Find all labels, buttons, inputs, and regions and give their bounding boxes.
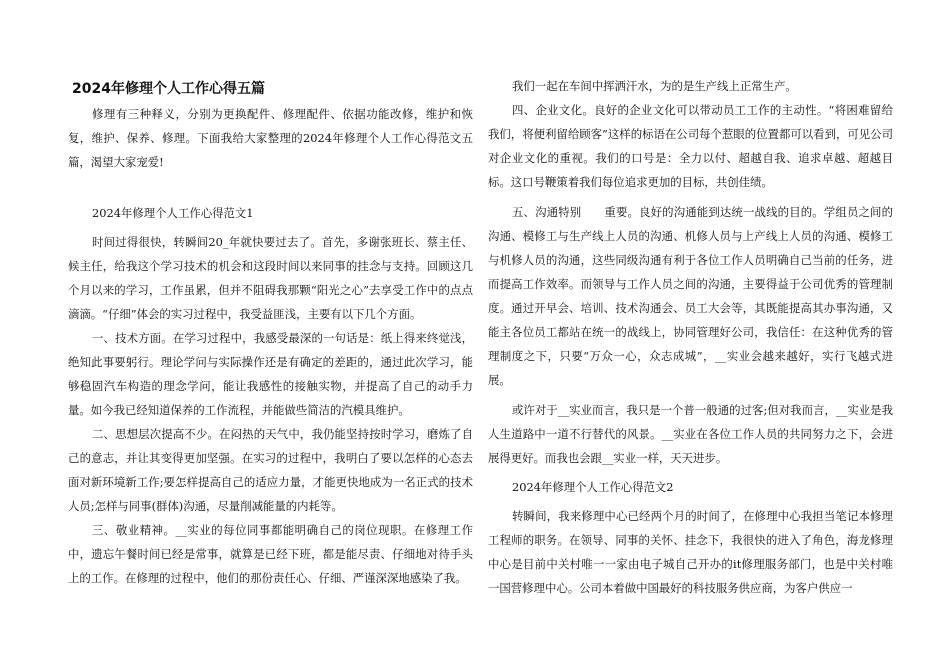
r-paragraph-3: 五、沟通特别 重要。良好的沟通能到达统一战线的目的。学组员之间的沟通、模修工与生产线上人员的沟通、机修人员与上产线上人员的沟通、模修工与机修人员的沟通，这些同级沟通有利于各位工作人员明确自己当前的任务，进而提高工作效率。而领导与工作人员之间的沟通，主要得益于公司优秀的管理制度。通过开早会、培训、技术沟通会、员工大会等，其既能提高其办事沟通，又能主各位员工都站在统一的战线上，协同管理好公司，我信任：在这种优秀的管理制度之下，只要“万众一心，众志成城”，__实业会越来越好，实行飞越式进展。 (488, 205, 893, 387)
r-paragraph-4: 或许对于__实业而言，我只是一个普一般通的过客;但对我而言，__实业是我人生道路中一道不行替代的风景。__实业在各位工作人员的共同努力之下，会进展得更好。而我也会跟__实业一样，天天进步。 (488, 403, 893, 465)
s1-paragraph-3: 二、思想层次提高不少。在闷热的天气中，我仍能坚持按时学习，磨炼了自己的意志，并让其变得更加坚强。在实习的过程中，我明白了要以怎样的心态去面对新环境新工作;要怎样提高自己的适应力量，才能更快地成为一名正式的技术人员;怎样与同事(群体)沟通，尽量削减能量的内耗等。 (68, 427, 473, 513)
section-1-title: 2024年修理个人工作心得范文1 (92, 206, 254, 220)
s2-paragraph-1: 转瞬间，我来修理中心已经两个月的时间了，在修理中心我担当笔记本修理工程师的职务。在领导、同事的关怀、挂念下，我很快的进入了角色，海龙修理中心是目前中关村唯一一家由电子城自己开办的it修理服务部门，也是中关村唯一国营修理中心。公司本着做中国最好的科技服务供应商，为客户供应一 (488, 509, 893, 595)
document-title: 2024年修理个人工作心得五篇 (72, 81, 265, 97)
left-column (68, 70, 473, 590)
right-column (488, 74, 893, 600)
r-paragraph-1: 我们一起在车间中挥洒汗水，为的是生产线上正常生产。 (512, 79, 797, 93)
s1-paragraph-1: 时间过得很快，转瞬间20_年就快要过去了。首先，多谢张班长、蔡主任、候主任，给我这个学习技术的机会和这段时间以来同事的挂念与支持。回顾这几个月以来的学习，工作虽累，但并不阻碍我那颗“阳光之心”去享受工作中的点点滴滴。“仔细”体会的实习过程中，我受益匪浅，主要有以下几个方面。 (68, 235, 473, 321)
intro-paragraph: 修理有三种释义，分别为更换配件、修理配件、依据功能改修，维护和恢复，维护、保养、修理。下面我给大家整理的2024年修理个人工作心得范文五篇，渴望大家宠爱! (68, 107, 473, 169)
section-2-title: 2024年修理个人工作心得范文2 (512, 480, 674, 494)
r-paragraph-2: 四、企业文化。良好的企业文化可以带动员工工作的主动性。“将困难留给我们，将便利留给顾客”这样的标语在公司每个惹眼的位置都可以看到，可见公司对企业文化的重视。我们的口号是：全力以付、超越自我、追求卓越、超越目标。这口号鞭策着我们每位追求更加的目标，共创佳绩。 (488, 103, 893, 189)
s1-paragraph-4: 三、敬业精神。__实业的每位同事都能明确自己的岗位现职。在修理工作中，遗忘午餐时间已经是常事，就算是已经下班，都是能尽责、仔细地对待手头上的工作。在修理的过程中，他们的那份责任心、仔细、严谨深深地感染了我。 (68, 523, 473, 585)
s1-paragraph-2: 一、技术方面。在学习过程中，我感受最深的一句话是：纸上得来终觉浅，绝知此事要躬行。理论学问与实际操作还是有确定的差距的，通过此次学习，能够稳固汽车构造的理念学问，能让我感性的接触实物，并提高了自己的动手力量。如今我已经知道保养的工作流程，并能做些简洁的汽模具维护。 (68, 331, 473, 417)
